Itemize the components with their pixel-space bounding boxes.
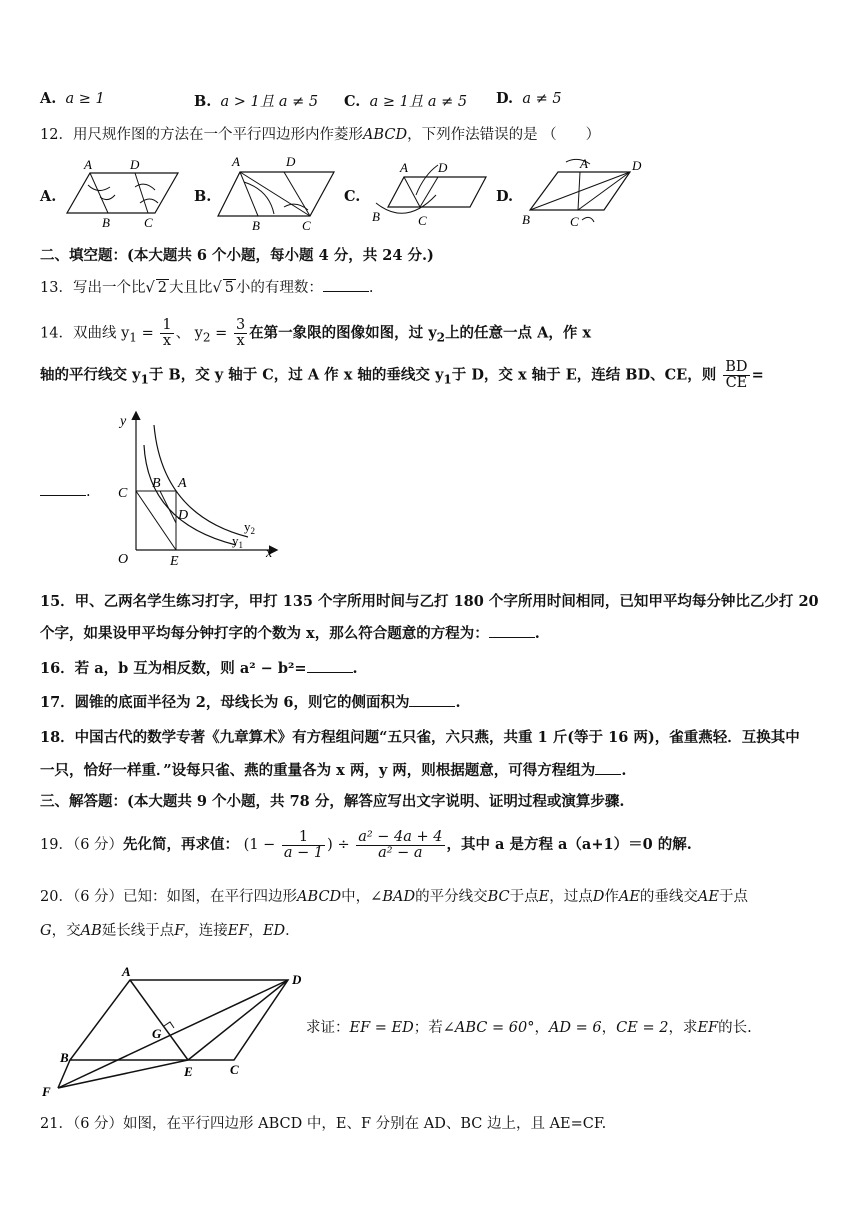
- axis-y-label: y: [120, 414, 127, 429]
- svg-text:D: D: [286, 154, 296, 169]
- figure-12-a: [60, 155, 190, 230]
- axis-x-label: x: [266, 546, 273, 561]
- svg-text:B: B: [102, 215, 110, 230]
- question-18-line1: 18．中国古代的数学专著《九章算术》有方程组问题“五只雀，六只燕，共重 1 斤(等于 16 两)，雀重燕轻．互换其中: [40, 729, 800, 746]
- option-b: B. a > 1且 a ≠ 5: [194, 93, 319, 110]
- option-d: D. a ≠ 5: [496, 90, 562, 107]
- question-12: 12．用尺规作图的方法在一个平行四边形内作菱形ABCD，下列作法错误的是 （ ）: [40, 127, 601, 143]
- question-14-line2: 轴的平行线交 $y_1$于 B，交 y 轴于 C，过 A 作 x 轴的垂线交 $y_1$于 D，交 x 轴于 E，连结 BD、CE，则 $\frac{BD}{CE}$ =: [40, 359, 764, 391]
- svg-text:C: C: [144, 215, 153, 230]
- figure-12-b: [214, 152, 344, 232]
- svg-text:C: C: [230, 1062, 239, 1077]
- curve-y1-label: $y_1$: [232, 533, 243, 550]
- svg-text:F: F: [42, 1084, 51, 1099]
- q12-label-b: B.: [194, 188, 212, 205]
- question-14-blank: .: [40, 482, 91, 502]
- svg-text:A: A: [580, 156, 588, 171]
- figure-14-graph: [108, 405, 284, 570]
- question-14: 14．双曲线 $y_1$ = $\frac{1}{x}$ 、 $y_2$ = $\frac{3}{x}$ 在第一象限的图像如图，过 $y_2$上的任意一点 A，作 x: [40, 317, 592, 349]
- svg-text:C: C: [418, 213, 427, 228]
- question-15-line1: 15．甲、乙两名学生练习打字，甲打 135 个字所用时间与乙打 180 个字所用时间相同，已知甲平均每分钟比乙少打 20: [40, 593, 819, 610]
- question-15-line2: 个字，如果设甲平均每分钟打字的个数为 x，那么符合题意的方程为： .: [40, 625, 540, 642]
- question-20-line2: G，交AB延长线于点F，连接EF，ED．: [40, 923, 300, 939]
- svg-text:D: D: [438, 160, 448, 175]
- point-b-label: B: [152, 476, 161, 491]
- svg-text:B: B: [372, 209, 380, 224]
- svg-text:D: D: [632, 158, 642, 173]
- svg-text:B: B: [252, 218, 260, 232]
- svg-text:A: A: [84, 157, 92, 172]
- question-20-line1: 20．（6 分）已知：如图，在平行四边形ABCD中，∠BAD的平分线交BC于点E，过点D作AE的垂线交AE于点: [40, 889, 748, 905]
- svg-text:D: D: [292, 972, 302, 987]
- question-13: 13．写出一个比√ 2 大且比√ 5 小的有理数： .: [40, 280, 374, 296]
- q12-label-c: C.: [344, 188, 361, 205]
- svg-text:C: C: [570, 214, 579, 229]
- svg-text:A: A: [232, 154, 240, 169]
- figure-12-c: [366, 155, 496, 230]
- svg-text:B: B: [522, 212, 530, 227]
- question-19: 19．（6 分）先化简，再求值： (1 − $\frac{1}{a - 1}$ ) ÷ $\frac{\text{a² − 4a + 4}}{\text{a² − a}}$ ，其中 a 是方程 a（a+1）＝0 的解.: [40, 828, 692, 861]
- section-3-heading: 三、解答题：(本大题共 9 个小题，共 78 分，解答应写出文字说明、证明过程或演算步骤.: [40, 793, 625, 810]
- svg-text:A: A: [400, 160, 408, 175]
- point-c-label: C: [118, 486, 128, 501]
- point-e-label: E: [170, 554, 179, 569]
- question-20-proof: 求证：EF = ED；若∠ABC = 60°，AD = 6，CE = 2，求EF的长.: [306, 1020, 752, 1036]
- question-17: 17．圆锥的底面半径为 2，母线长为 6，则它的侧面积为 .: [40, 694, 461, 711]
- point-d-label: D: [178, 508, 189, 523]
- q12-label-a: A.: [40, 188, 57, 205]
- point-a-label: A: [178, 476, 187, 491]
- curve-y2-label: $y_2$: [244, 519, 255, 536]
- question-18-line2: 一只，恰好一样重．”设每只雀、燕的重量各为 x 两，y 两，则根据题意，可得方程组为 .: [40, 762, 627, 779]
- option-a: A. a ≥ 1: [40, 90, 105, 107]
- figure-12-d: [518, 152, 648, 232]
- q12-label-d: D.: [496, 188, 514, 205]
- svg-text:A: A: [122, 964, 131, 979]
- svg-text:E: E: [184, 1064, 193, 1079]
- question-16: 16．若 a，b 互为相反数，则 a² − b²= .: [40, 660, 358, 677]
- origin-label: O: [118, 552, 129, 567]
- svg-text:C: C: [302, 218, 311, 232]
- svg-text:B: B: [60, 1050, 69, 1065]
- question-21: 21．（6 分）如图，在平行四边形 ABCD 中，E、F 分别在 AD、BC 边上，且 AE=CF.: [40, 1116, 607, 1132]
- svg-text:D: D: [130, 157, 140, 172]
- option-c: C. a ≥ 1且 a ≠ 5: [344, 93, 468, 110]
- figure-20: [38, 962, 308, 1102]
- section-2-heading: 二、填空题：(本大题共 6 个小题，每小题 4 分，共 24 分.): [40, 247, 434, 264]
- svg-text:G: G: [152, 1026, 162, 1041]
